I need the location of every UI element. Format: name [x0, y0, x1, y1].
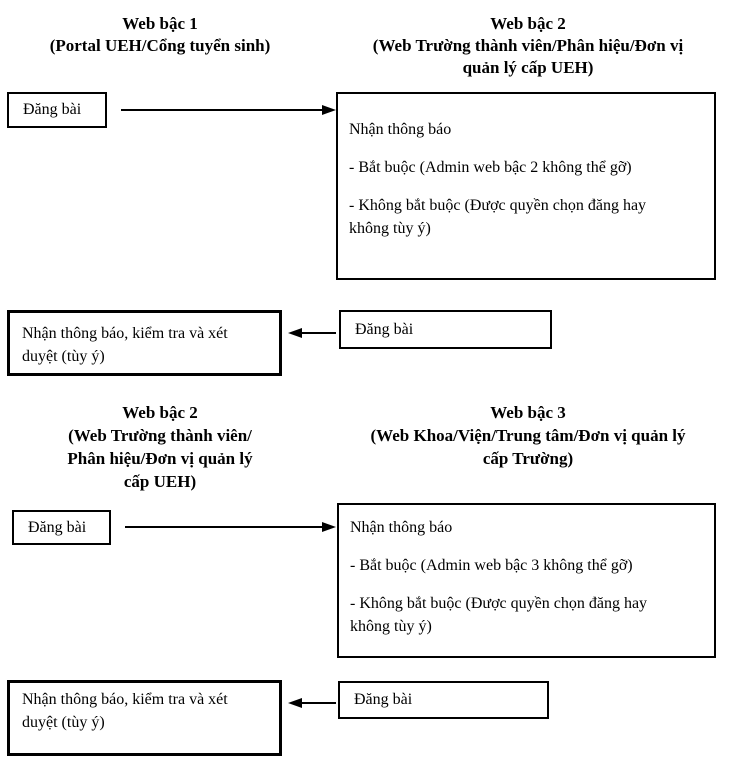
section1-post-back-box — [339, 310, 552, 349]
header-line: Web bậc 1 — [122, 14, 198, 33]
header-line: (Portal UEH/Cổng tuyển sinh) — [49, 36, 271, 55]
section1-notify-box — [336, 92, 716, 280]
section1-right-header — [330, 13, 726, 79]
header-line: quản lý cấp UEH) — [462, 58, 594, 77]
review-line: duyệt (tùy ý) — [22, 714, 105, 731]
arrow-left-line — [300, 332, 336, 334]
header-line: Phân hiệu/Đơn vị quản lý — [67, 449, 253, 468]
arrow-right-icon — [322, 522, 336, 532]
post-box-label: Đăng bài — [28, 518, 87, 536]
section2-left-header — [10, 401, 310, 493]
header-line: (Web Trường thành viên/Phân hiệu/Đơn vị — [372, 36, 684, 55]
notify-bullet: - Không bắt buộc (Được quyền chọn đăng hay — [349, 197, 647, 214]
header-line: Web bậc 3 — [490, 403, 566, 422]
arrow-right-line — [121, 109, 324, 111]
review-line: Nhận thông báo, kiểm tra và xét — [22, 691, 228, 708]
arrow-right-icon — [322, 105, 336, 115]
header-line: (Web Khoa/Viện/Trung tâm/Đơn vị quản lý — [370, 426, 686, 445]
arrow-right-line — [125, 526, 324, 528]
post-box-label: Đăng bài — [355, 320, 414, 338]
arrow-left-line — [300, 702, 336, 704]
notify-bullet: - Bắt buộc (Admin web bậc 2 không thể gỡ) — [349, 159, 632, 176]
header-line: (Web Trường thành viên/ — [68, 426, 252, 445]
header-line: Web bậc 2 — [122, 403, 198, 422]
post-box-label: Đăng bài — [354, 691, 413, 708]
header-line: cấp Trường) — [482, 449, 574, 468]
notify-bullet: - Không bắt buộc (Được quyền chọn đăng hay — [350, 595, 648, 612]
section2-right-header — [330, 401, 726, 470]
review-line: Nhận thông báo, kiểm tra và xét — [22, 325, 228, 342]
section2-post-back-box — [338, 681, 549, 719]
section1-left-header — [10, 13, 310, 57]
section1-post-box — [7, 92, 107, 128]
header-line: Web bậc 2 — [490, 14, 566, 33]
section2-post-box — [12, 510, 111, 545]
post-box-label: Đăng bài — [23, 101, 82, 118]
notify-title: Nhận thông báo — [350, 519, 453, 536]
header-line: cấp UEH) — [123, 472, 197, 491]
section2-notify-box — [337, 503, 716, 658]
section2-review-box — [7, 680, 282, 756]
review-line: duyệt (tùy ý) — [22, 348, 105, 365]
notify-title: Nhận thông báo — [349, 121, 452, 138]
notify-bullet: - Bắt buộc (Admin web bậc 3 không thể gỡ) — [350, 557, 633, 574]
notify-bullet-wrap: không tùy ý) — [350, 618, 432, 635]
notify-bullet-wrap: không tùy ý) — [349, 220, 431, 237]
section1-review-box — [7, 310, 282, 376]
